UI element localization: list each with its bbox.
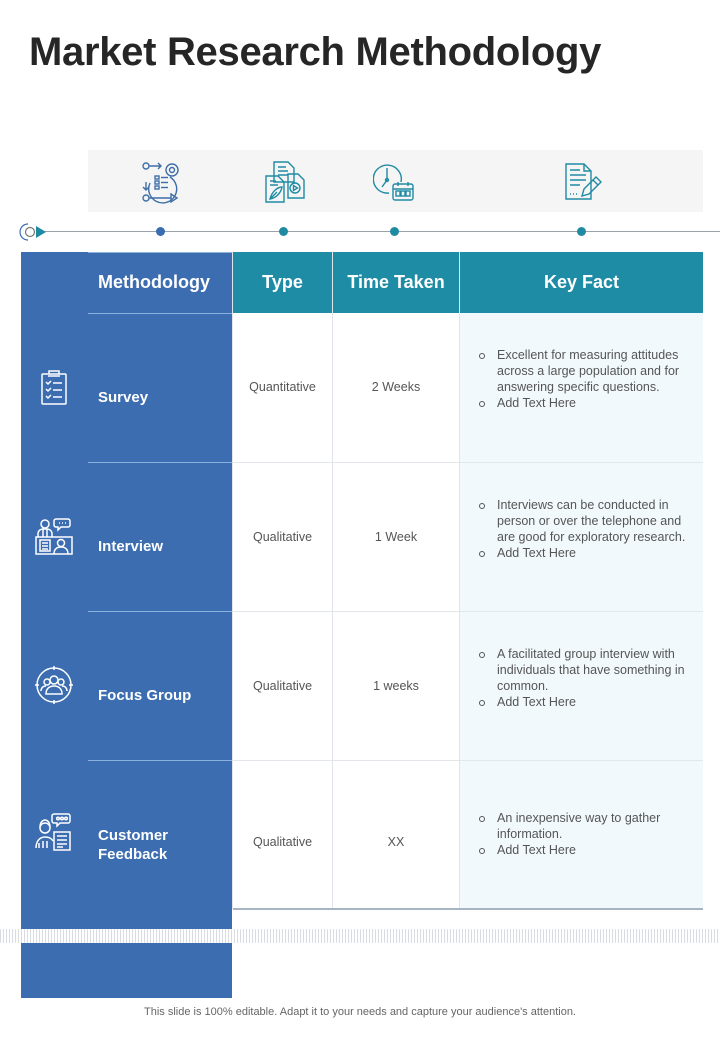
timeline-dot (156, 227, 165, 236)
clock-calendar-icon (373, 160, 417, 204)
key-fact-bullet: Add Text Here (476, 395, 698, 411)
row-divider (88, 313, 232, 314)
row-divider (88, 611, 232, 612)
timeline (0, 222, 720, 242)
time-taken-cell: XX (387, 835, 405, 849)
key-fact-bullet: Interviews can be conducted in person or over the telephone and are good for exploratory research. (476, 497, 698, 545)
time-taken-cell: 1 weeks (373, 679, 419, 693)
decorative-stripe-band (0, 929, 720, 943)
row-divider (233, 760, 703, 761)
document-edit-icon (560, 160, 604, 204)
customer-feedback-icon (34, 812, 74, 852)
header-time-taken: Time Taken (333, 252, 459, 313)
column-divider (459, 252, 460, 909)
key-fact-bullet: An inexpensive way to gather information. (476, 810, 698, 842)
key-fact-bullet: A facilitated group interview with individuals that have something in common. (476, 646, 698, 694)
timeline-start-icon (18, 222, 52, 242)
time-taken-cell: 2 Weeks (371, 380, 421, 394)
key-fact-bullet: Add Text Here (476, 842, 698, 858)
timeline-line (40, 231, 720, 232)
process-flow-icon (140, 160, 184, 204)
header-key-fact: Key Fact (460, 252, 703, 313)
clipboard-checklist-icon (34, 368, 74, 408)
documents-media-icon (262, 160, 306, 204)
methodology-label: Focus Group (98, 687, 192, 704)
timeline-dot (577, 227, 586, 236)
methodology-label: Survey (98, 389, 149, 406)
interview-icon (34, 517, 74, 557)
timeline-dot (279, 227, 288, 236)
key-fact-cell (476, 810, 698, 858)
header-type: Type (233, 252, 332, 313)
row-divider (88, 462, 232, 463)
page-title: Market Research Methodology (29, 30, 602, 74)
time-taken-cell: 1 Week (374, 530, 418, 544)
timeline-dot (390, 227, 399, 236)
methodology-label: Customer Feedback (98, 827, 169, 863)
key-fact-bullet: Add Text Here (476, 694, 698, 710)
key-fact-cell (476, 497, 698, 561)
key-fact-bullet: Add Text Here (476, 545, 698, 561)
type-cell: Qualitative (252, 679, 313, 693)
key-fact-cell (476, 347, 698, 411)
key-fact-cell (476, 646, 698, 710)
key-fact-bullet: Excellent for measuring attitudes across a large population and for answering specific questions. (476, 347, 698, 395)
header-methodology: Methodology (98, 272, 210, 292)
type-cell: Qualitative (252, 530, 313, 544)
footer-note: This slide is 100% editable. Adapt it to your needs and capture your audience's attention. (144, 1006, 576, 1018)
methodology-label: Interview (98, 538, 164, 555)
focus-group-icon (34, 665, 74, 705)
row-divider (88, 760, 232, 761)
methodology-column-bg (21, 252, 232, 998)
type-cell: Qualitative (252, 835, 313, 849)
type-cell: Quantitative (249, 380, 316, 394)
